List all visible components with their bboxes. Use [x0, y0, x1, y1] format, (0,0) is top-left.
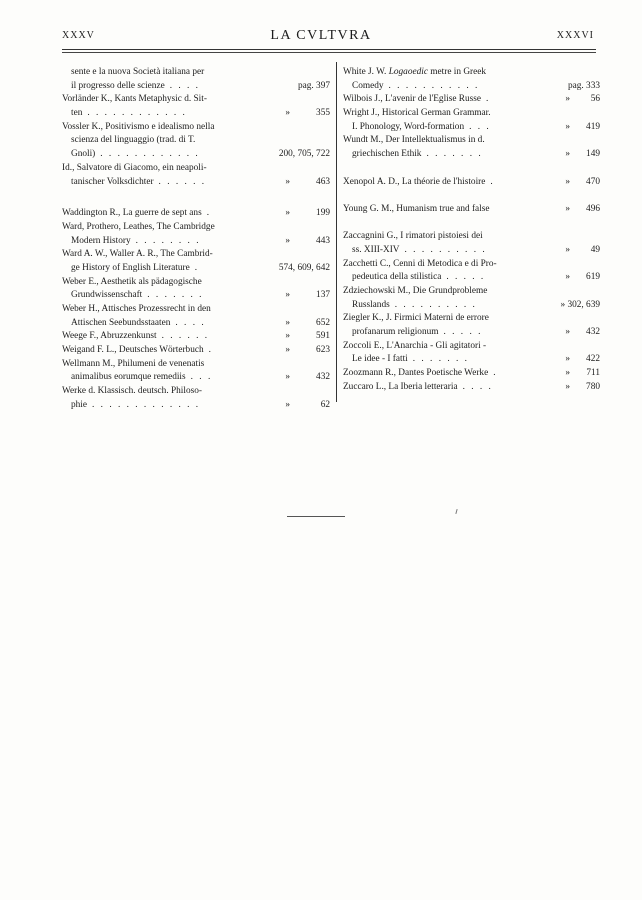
- ditto-mark: »: [285, 372, 290, 383]
- end-rule: [287, 516, 345, 517]
- index-entry-line: [343, 93, 600, 107]
- index-entry-line: [343, 66, 600, 80]
- index-entry-line: [343, 353, 600, 367]
- index-entry-line: [62, 80, 330, 94]
- entry-text: scienza del linguaggio (trad. di T.: [71, 135, 196, 146]
- index-entry-line: [343, 312, 600, 326]
- index-entry-line: [343, 381, 600, 395]
- page-reference: 62: [320, 399, 330, 410]
- entry-text: ss. XIII-XIV: [352, 244, 400, 255]
- page-reference: 619: [586, 272, 600, 283]
- ditto-mark: »: [565, 149, 570, 160]
- entry-text: Grundwissenschaft: [71, 290, 143, 301]
- ditto-mark: »: [565, 176, 570, 187]
- entry-text: Le idee - I fatti: [352, 354, 408, 365]
- ditto-mark: »: [285, 399, 290, 410]
- entry-text: White J. W.: [343, 67, 389, 77]
- page-reference: 443: [316, 235, 330, 246]
- leader-dots: . . . . . . . . . . . .: [100, 149, 200, 160]
- index-entry-line: [62, 248, 330, 262]
- entry-text: Zoccoli E., L'Anarchia - Gli agitatori -: [343, 340, 487, 351]
- leader-dots: . . . . . . .: [426, 149, 483, 160]
- index-entry-line: [62, 235, 330, 249]
- index-entry-line: [343, 203, 600, 217]
- page-reference: 780: [586, 381, 600, 392]
- leader-dots: . . . .: [175, 317, 206, 328]
- index-entry-line: [62, 207, 330, 221]
- index-entry-line: [343, 230, 600, 244]
- index-entry-line: [62, 344, 330, 358]
- leader-dots: . . . . . . .: [412, 354, 469, 365]
- leader-dots: . . . . . .: [161, 331, 210, 342]
- page-reference: 463: [316, 176, 330, 187]
- index-entry-line: [62, 276, 330, 290]
- ditto-mark: »: [565, 94, 570, 105]
- entry-text: Wellmann M., Philumeni de venenatis: [62, 358, 205, 369]
- entry-text: ten: [71, 108, 83, 119]
- entry-gap: [343, 162, 600, 176]
- entry-text: Ward, Prothero, Leathes, The Cambridge: [62, 221, 215, 232]
- leader-dots: . . .: [469, 121, 491, 132]
- header-rule-secondary: [62, 52, 596, 53]
- ditto-mark: »: [565, 354, 570, 365]
- ditto-mark: »: [565, 203, 570, 214]
- leader-dots: . . . . . . .: [147, 290, 204, 301]
- ditto-mark: »: [565, 121, 570, 132]
- entry-text: Comedy: [352, 80, 384, 91]
- entry-text: Vossler K., Positivismo e idealismo nella: [62, 121, 215, 132]
- entry-text: I. Phonology, Word-formation: [352, 121, 465, 132]
- ditto-mark: »: [285, 208, 290, 219]
- index-entry-line: [62, 330, 330, 344]
- page-reference: 623: [316, 345, 330, 356]
- entry-text: Werke d. Klassisch. deutsch. Philoso-: [62, 386, 202, 397]
- leader-dots: .: [493, 368, 498, 379]
- leader-dots: . . . . . . . . . .: [404, 244, 487, 255]
- leader-dots: .: [206, 208, 212, 219]
- entry-text: Russlands: [352, 299, 390, 310]
- index-entry-line: [62, 371, 330, 385]
- entry-text-continued: metre in Greek: [427, 67, 487, 77]
- leader-dots: . . . .: [169, 80, 200, 91]
- entry-text: Zoozmann R., Dantes Poetische Werke: [343, 368, 489, 379]
- entry-gap: [343, 189, 600, 203]
- index-entry-line: [343, 285, 600, 299]
- index-entry-line: [343, 326, 600, 340]
- page-reference: 432: [586, 327, 600, 338]
- index-entry-line: [343, 107, 600, 121]
- entry-gap: [62, 189, 330, 207]
- index-entry-line: [62, 303, 330, 317]
- ditto-mark: »: [285, 331, 290, 342]
- running-title: LA CVLTVRA: [270, 28, 372, 43]
- page-reference: 652: [316, 317, 330, 328]
- entry-text: Wright J., Historical German Grammar.: [343, 108, 491, 119]
- entry-text: Zdziechowski M., Die Grundprobleme: [343, 286, 488, 296]
- page-reference: pag. 333: [567, 80, 600, 91]
- page-reference: » 302, 639: [560, 299, 600, 310]
- entry-text: sente e la nuova Società italiana per: [71, 67, 205, 77]
- entry-text: Ziegler K., J. Firmici Materni de errore: [343, 313, 489, 324]
- entry-gap: [343, 217, 600, 231]
- ditto-mark: »: [285, 235, 290, 246]
- entry-text: Id., Salvatore di Giacomo, ein neapoli-: [62, 162, 207, 173]
- index-entry-line: [343, 271, 600, 285]
- column-divider: [336, 62, 337, 402]
- index-entry-line: [62, 134, 330, 148]
- index-entry-line: [62, 399, 330, 413]
- index-entry-line: [343, 176, 600, 190]
- ditto-mark: »: [565, 368, 570, 379]
- entry-text: Attischen Seebundsstaaten: [71, 317, 171, 328]
- index-entry-line: [62, 176, 330, 190]
- leader-dots: . . . . . . . . . . .: [388, 80, 480, 91]
- entry-text: Gnoli): [71, 149, 96, 160]
- leader-dots: . . . . . . . .: [135, 235, 201, 246]
- leader-dots: . . . . . . . . . . . . .: [92, 399, 201, 410]
- entry-text: phie: [71, 399, 88, 410]
- index-entry-line: [343, 80, 600, 94]
- index-entry-line: [343, 134, 600, 148]
- index-entry-line: [62, 66, 330, 80]
- entry-italic-text: Logaoedic: [388, 67, 428, 77]
- entry-text: Weber E., Aesthetik als pädagogische: [62, 276, 202, 287]
- entry-text: il progresso delle scienze: [71, 80, 165, 91]
- leader-dots: .: [208, 345, 213, 356]
- index-entry-line: [62, 121, 330, 135]
- print-mark: [455, 509, 457, 514]
- leader-dots: . . . . . .: [158, 176, 207, 187]
- entry-text: griechischen Ethik: [352, 149, 422, 160]
- index-entry-line: [343, 367, 600, 381]
- page-reference: 56: [590, 94, 600, 105]
- index-entry-line: [343, 258, 600, 272]
- entry-text: Zaccagnini G., I rimatori pistoiesi dei: [343, 231, 483, 242]
- index-entry-line: [62, 317, 330, 331]
- entry-text: Modern History: [71, 235, 131, 246]
- page-reference: 149: [586, 149, 600, 160]
- page-reference: 470: [586, 176, 600, 187]
- index-entry-line: [62, 162, 330, 176]
- page-reference: 419: [586, 121, 600, 132]
- page-reference: pag. 397: [297, 80, 330, 91]
- index-entry-line: [62, 221, 330, 235]
- index-entry-line: [62, 148, 330, 162]
- right-page-number: XXXVI: [556, 30, 594, 41]
- left-page-number: XXXV: [62, 30, 95, 41]
- index-entry-line: [343, 340, 600, 354]
- entry-text: ge History of English Literature: [71, 262, 190, 273]
- page-reference: 199: [316, 208, 330, 219]
- ditto-mark: »: [285, 108, 290, 119]
- leader-dots: .: [194, 262, 200, 273]
- leader-dots: .: [490, 176, 495, 187]
- page-reference: 496: [586, 203, 600, 214]
- leader-dots: . . . . .: [446, 272, 486, 283]
- ditto-mark: »: [285, 345, 290, 356]
- entry-text: Zuccaro L., La Iberia letteraria: [343, 381, 458, 392]
- entry-text: Weber H., Attisches Prozessrecht in den: [62, 304, 211, 314]
- ditto-mark: »: [565, 327, 570, 338]
- entry-text: Vorländer K., Kants Metaphysic d. Sit-: [62, 94, 207, 105]
- entry-text: pedeutica della stilistica: [352, 272, 442, 283]
- index-column-left: [62, 66, 330, 413]
- ditto-mark: »: [565, 381, 570, 392]
- entry-text: Wilbois J., L'avenir de l'Eglise Russe: [343, 94, 482, 105]
- entry-text: Waddington R., La guerre de sept ans: [62, 208, 202, 219]
- entry-text: Young G. M., Humanism true and false: [343, 203, 490, 214]
- page-reference: 355: [316, 108, 330, 119]
- leader-dots: .: [486, 94, 491, 105]
- index-entry-line: [343, 244, 600, 258]
- ditto-mark: »: [285, 317, 290, 328]
- leader-dots: . . . . .: [443, 327, 483, 338]
- index-entry-line: [62, 262, 330, 276]
- page-reference: 711: [586, 368, 600, 379]
- entry-text: Weigand F. L., Deutsches Wörterbuch: [62, 345, 204, 356]
- ditto-mark: »: [285, 290, 290, 301]
- leader-dots: . . . .: [462, 381, 493, 392]
- leader-dots: . . . . . . . . . .: [394, 299, 477, 310]
- page-reference: 137: [316, 290, 330, 301]
- ditto-mark: »: [565, 272, 570, 283]
- index-entry-line: [62, 107, 330, 121]
- entry-text: Ward A. W., Waller A. R., The Cambrid-: [62, 249, 213, 260]
- page-reference: 591: [316, 331, 330, 342]
- index-entry-line: [343, 299, 600, 313]
- entry-text: Zacchetti C., Cenni di Metodica e di Pro-: [343, 258, 497, 269]
- page-reference: 49: [590, 244, 600, 255]
- ditto-mark: »: [285, 176, 290, 187]
- entry-text: Weege F., Abruzzenkunst: [62, 331, 157, 342]
- entry-text: Xenopol A. D., La théorie de l'histoire: [343, 176, 486, 187]
- page-reference: 200, 705, 722: [278, 149, 330, 160]
- page-reference: 422: [586, 354, 600, 365]
- entry-text: Wundt M., Der Intellektualismus in d.: [343, 135, 485, 146]
- index-column-right: [343, 66, 600, 395]
- index-entry-line: [62, 93, 330, 107]
- index-entry-line: [343, 148, 600, 162]
- index-entry-line: [62, 289, 330, 303]
- page-reference: 432: [316, 372, 330, 383]
- ditto-mark: »: [565, 244, 570, 255]
- header-rule: [62, 49, 596, 50]
- entry-text: animalibus eorumque remediis: [71, 372, 186, 383]
- page-reference: 574, 609, 642: [278, 262, 330, 273]
- index-entry-line: [62, 385, 330, 399]
- entry-text: tanischer Volksdichter: [71, 176, 154, 187]
- entry-text: profanarum religionum: [352, 327, 439, 338]
- index-entry-line: [343, 121, 600, 135]
- leader-dots: . . .: [190, 372, 213, 383]
- leader-dots: . . . . . . . . . . . .: [87, 108, 187, 119]
- index-entry-line: [62, 358, 330, 372]
